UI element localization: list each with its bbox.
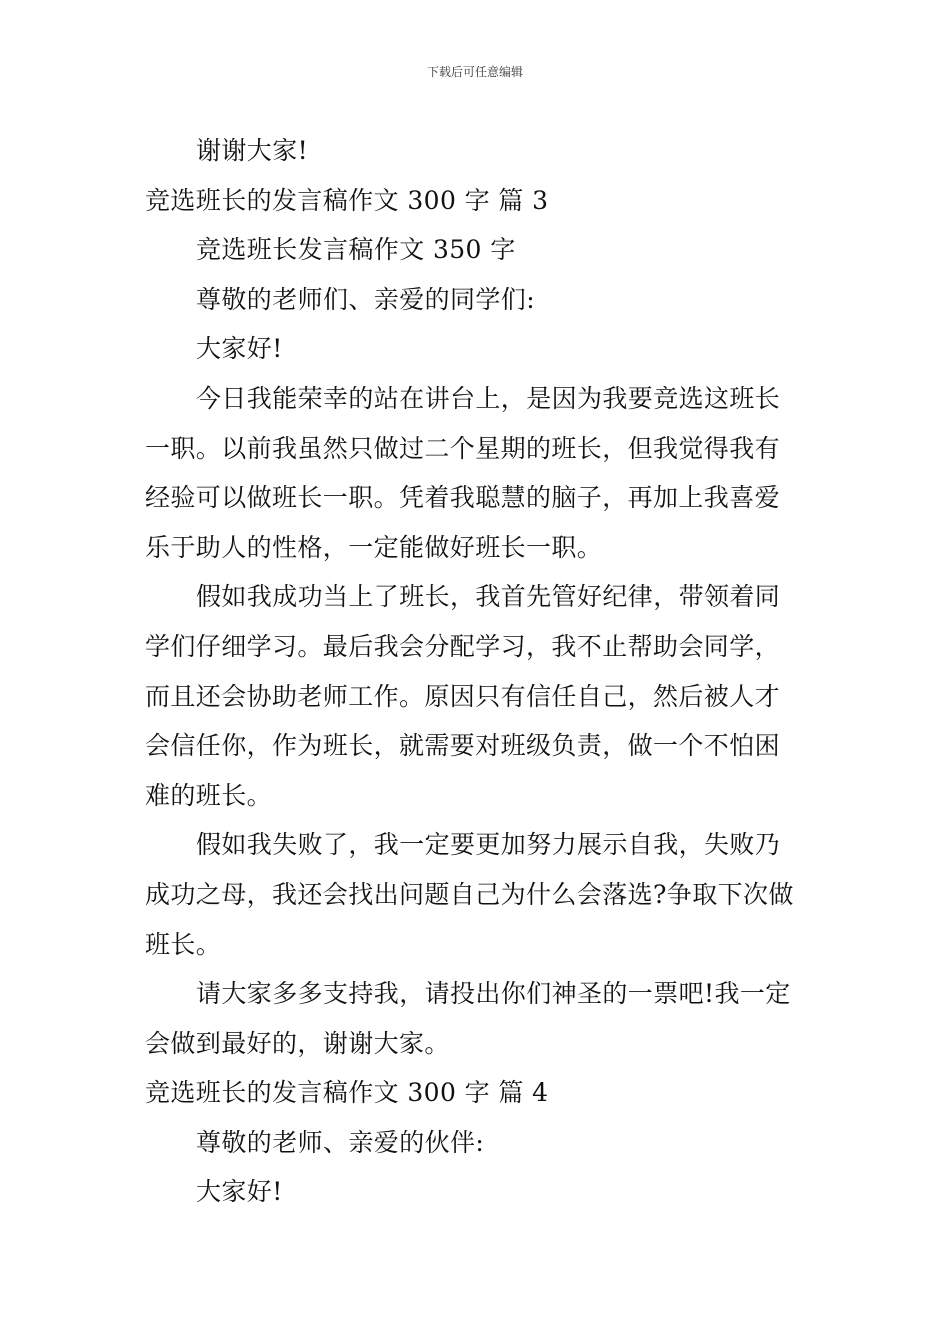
text-line: 经验可以做班长一职。凭着我聪慧的脑子，再加上我喜爱 [145, 483, 781, 513]
document-body [145, 126, 810, 1217]
text-line: 请大家多多支持我，请投出你们神圣的一票吧!我一定 [196, 979, 791, 1009]
text-line: 尊敬的老师们、亲爱的同学们: [196, 284, 536, 314]
text-line: 尊敬的老师、亲爱的伙伴: [196, 1127, 485, 1157]
text-line: 会信任你，作为班长，就需要对班级负责，做一个不怕困 [145, 731, 781, 761]
section-heading: 竞选班长的发言稿作文 300 字 篇 4 [145, 1078, 549, 1108]
text-line: 学们仔细学习。最后我会分配学习，我不止帮助会同学， [145, 631, 781, 661]
text-line: 假如我成功当上了班长，我首先管好纪律，带领着同 [196, 582, 781, 612]
text-line: 竞选班长发言稿作文 350 字 [196, 235, 516, 265]
text-line: 大家好! [196, 334, 283, 364]
section-heading: 竞选班长的发言稿作文 300 字 篇 3 [145, 185, 549, 215]
text-line: 难的班长。 [145, 780, 273, 810]
text-line: 成功之母，我还会找出问题自己为什么会落选?争取下次做 [145, 879, 794, 909]
page-header: 下载后可任意编辑 [426, 65, 523, 79]
text-line: 乐于助人的性格，一定能做好班长一职。 [145, 532, 603, 562]
text-line: 而且还会协助老师工作。原因只有信任自己，然后被人才 [145, 681, 781, 711]
text-line: 班长。 [145, 929, 222, 959]
text-line: 会做到最好的，谢谢大家。 [145, 1028, 450, 1058]
text-line: 今日我能荣幸的站在讲台上，是因为我要竞选这班长 [196, 383, 781, 413]
text-line: 一职。以前我虽然只做过二个星期的班长，但我觉得我有 [145, 433, 781, 463]
text-line: 大家好! [196, 1177, 283, 1207]
text-line: 假如我失败了，我一定要更加努力展示自我，失败乃 [196, 830, 781, 860]
text-line: 谢谢大家! [196, 136, 309, 165]
